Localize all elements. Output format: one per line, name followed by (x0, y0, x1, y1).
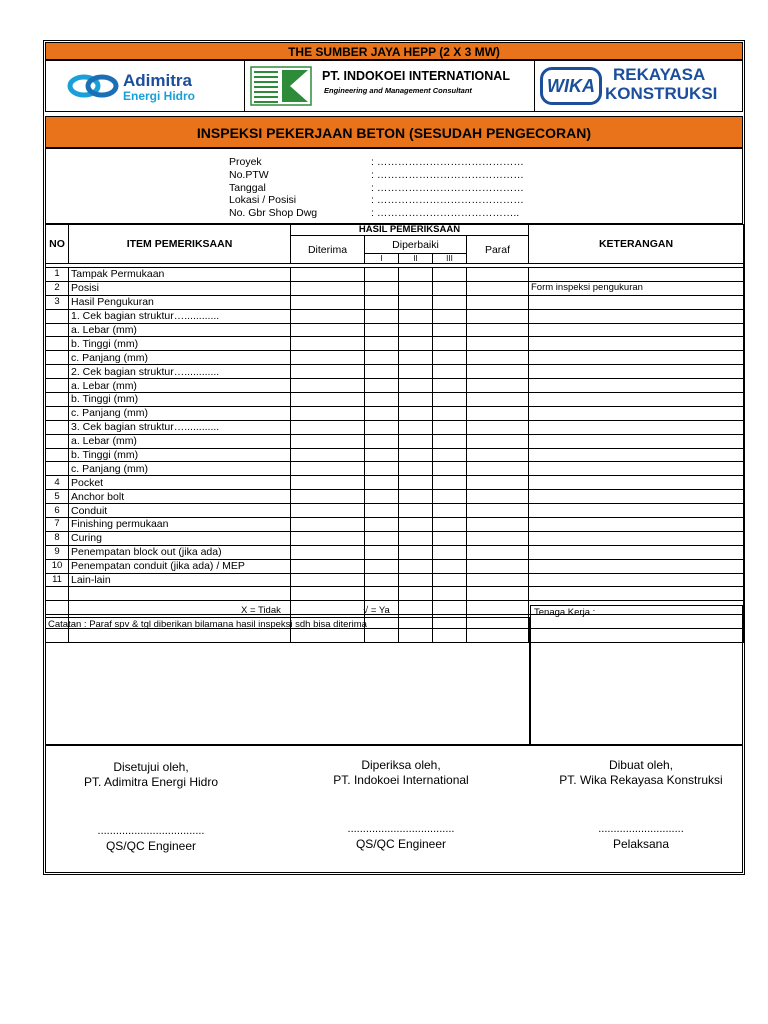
table-row (46, 281, 744, 295)
row-diterima[interactable] (291, 365, 365, 379)
row-item (69, 587, 291, 601)
row-diterima[interactable] (291, 309, 365, 323)
row-diperbaiki-ii[interactable] (399, 587, 433, 601)
col-item: ITEM PEMERIKSAAN (69, 225, 291, 264)
row-diperbaiki-i[interactable] (365, 504, 399, 518)
row-keterangan[interactable] (529, 490, 744, 504)
row-item: a. Lebar (mm) (69, 379, 291, 393)
row-diperbaiki-iii[interactable] (433, 545, 467, 559)
row-no: 8 (46, 531, 69, 545)
wika-line1: REKAYASA (613, 65, 706, 84)
meta-row: Lokasi / Posisi : …………………………………… (229, 194, 524, 206)
row-no (46, 365, 69, 379)
row-paraf[interactable] (467, 379, 529, 393)
row-diperbaiki-ii[interactable] (399, 573, 433, 587)
row-item: c. Panjang (mm) (69, 406, 291, 420)
row-no: 6 (46, 504, 69, 518)
row-diterima[interactable] (291, 295, 365, 309)
row-diperbaiki-iii[interactable] (433, 490, 467, 504)
legend (45, 605, 530, 617)
row-diperbaiki-ii[interactable] (399, 490, 433, 504)
table-row (46, 462, 744, 476)
row-diterima[interactable] (291, 337, 365, 351)
row-diperbaiki-i[interactable] (365, 351, 399, 365)
row-no (46, 448, 69, 462)
indokoei-logo (244, 61, 534, 111)
row-item: b. Tinggi (mm) (69, 337, 291, 351)
row-diperbaiki-iii[interactable] (433, 365, 467, 379)
row-diperbaiki-ii[interactable] (399, 518, 433, 532)
row-diterima[interactable] (291, 545, 365, 559)
table-row (46, 531, 744, 545)
meta-value[interactable]: : …………………………………… (371, 169, 524, 181)
row-diterima[interactable] (291, 406, 365, 420)
meta-row: No.PTW : …………………………………… (229, 169, 524, 181)
col-no: NO (46, 225, 69, 264)
row-item: Curing (69, 531, 291, 545)
row-diperbaiki-ii[interactable] (399, 323, 433, 337)
table-row (46, 559, 744, 573)
row-keterangan[interactable] (529, 559, 744, 573)
row-diperbaiki-iii[interactable] (433, 351, 467, 365)
form-title: INSPEKSI PEKERJAAN BETON (SESUDAH PENGECORAN) (45, 116, 743, 148)
row-item: Anchor bolt (69, 490, 291, 504)
row-diperbaiki-i[interactable] (365, 559, 399, 573)
row-paraf[interactable] (467, 295, 529, 309)
col-diperbaiki: Diperbaiki (365, 236, 467, 254)
row-diperbaiki-iii[interactable] (433, 573, 467, 587)
meta-value[interactable]: : …………………………………… (371, 156, 524, 168)
signature-approved: Disetujui oleh, PT. Adimitra Energi Hidro ................................... QS/QC Engineer (46, 760, 256, 854)
row-diperbaiki-ii[interactable] (399, 281, 433, 295)
row-diperbaiki-iii[interactable] (433, 462, 467, 476)
row-no (46, 434, 69, 448)
row-paraf[interactable] (467, 309, 529, 323)
row-diperbaiki-iii[interactable] (433, 406, 467, 420)
adimitra-subname: Energi Hidro (123, 89, 196, 103)
row-no (46, 337, 69, 351)
row-keterangan[interactable] (529, 518, 744, 532)
meta-row: No. Gbr Shop Dwg : ………………………………….. (229, 207, 520, 219)
row-keterangan[interactable]: Form inspeksi pengukuran (529, 281, 744, 295)
row-paraf[interactable] (467, 281, 529, 295)
row-diperbaiki-ii[interactable] (399, 379, 433, 393)
row-paraf[interactable] (467, 365, 529, 379)
adimitra-logo (46, 61, 245, 111)
row-diperbaiki-i[interactable] (365, 281, 399, 295)
meta-value[interactable]: : …………………………………… (371, 194, 524, 206)
table-header-row (46, 225, 744, 236)
row-keterangan[interactable] (529, 545, 744, 559)
table-row (46, 545, 744, 559)
signature-role: QS/QC Engineer (355, 837, 447, 851)
row-diterima[interactable] (291, 281, 365, 295)
row-diperbaiki-i[interactable] (365, 573, 399, 587)
row-keterangan[interactable] (529, 406, 744, 420)
row-no (46, 420, 69, 434)
row-item: Hasil Pengukuran (69, 295, 291, 309)
row-diperbaiki-iii[interactable] (433, 309, 467, 323)
row-diperbaiki-i[interactable] (365, 393, 399, 407)
catatan-box (45, 617, 530, 745)
signature-line[interactable]: ............................ (598, 823, 684, 835)
row-no: 11 (46, 573, 69, 587)
row-diperbaiki-ii[interactable] (399, 351, 433, 365)
table-row (46, 476, 744, 490)
table-row (46, 295, 744, 309)
row-keterangan[interactable] (529, 393, 744, 407)
row-diperbaiki-i[interactable] (365, 518, 399, 532)
row-no (46, 379, 69, 393)
row-diperbaiki-ii[interactable] (399, 462, 433, 476)
row-diperbaiki-ii[interactable] (399, 559, 433, 573)
table-row (46, 420, 744, 434)
table-row (46, 323, 744, 337)
row-diperbaiki-iii[interactable] (433, 420, 467, 434)
row-diperbaiki-iii[interactable] (433, 337, 467, 351)
row-item: 1. Cek bagian struktur…............ (69, 309, 291, 323)
row-keterangan[interactable] (529, 476, 744, 490)
row-diperbaiki-i[interactable] (365, 587, 399, 601)
meta-value[interactable]: : …………………………………… (371, 182, 524, 194)
row-paraf[interactable] (467, 490, 529, 504)
inspection-table (45, 224, 744, 643)
row-no (46, 351, 69, 365)
table-row (46, 379, 744, 393)
row-diperbaiki-ii[interactable] (399, 504, 433, 518)
row-diperbaiki-ii[interactable] (399, 434, 433, 448)
meta-box (45, 148, 743, 224)
row-item: b. Tinggi (mm) (69, 448, 291, 462)
row-diperbaiki-i[interactable] (365, 323, 399, 337)
row-paraf[interactable] (467, 504, 529, 518)
row-no: 5 (46, 490, 69, 504)
row-item: c. Panjang (mm) (69, 351, 291, 365)
row-paraf[interactable] (467, 337, 529, 351)
row-diperbaiki-ii[interactable] (399, 406, 433, 420)
legend-tidak: X = Tidak (241, 605, 281, 616)
row-paraf[interactable] (467, 434, 529, 448)
meta-row: Proyek : …………………………………… (229, 156, 524, 168)
col-diterima: Diterima (291, 236, 365, 264)
row-keterangan[interactable] (529, 309, 744, 323)
adimitra-swirl-icon (66, 71, 126, 101)
row-no (46, 406, 69, 420)
table-row (46, 406, 744, 420)
table-row (46, 309, 744, 323)
indokoei-tagline: Engineering and Management Consultant (324, 86, 472, 95)
table-row (46, 268, 744, 282)
col-hasil: HASIL PEMERIKSAAN (291, 225, 529, 236)
row-keterangan[interactable] (529, 434, 744, 448)
row-paraf[interactable] (467, 268, 529, 282)
row-paraf[interactable] (467, 559, 529, 573)
row-diperbaiki-iii[interactable] (433, 268, 467, 282)
row-diperbaiki-iii[interactable] (433, 504, 467, 518)
col-paraf: Paraf (467, 236, 529, 264)
meta-value[interactable]: : ………………………………….. (371, 207, 520, 219)
row-diperbaiki-ii[interactable] (399, 268, 433, 282)
row-diperbaiki-ii[interactable] (399, 531, 433, 545)
row-diterima[interactable] (291, 448, 365, 462)
row-diperbaiki-i[interactable] (365, 379, 399, 393)
signature-line[interactable]: ................................... (97, 825, 205, 837)
row-diperbaiki-i[interactable] (365, 268, 399, 282)
row-diperbaiki-i[interactable] (365, 337, 399, 351)
row-diperbaiki-i[interactable] (365, 476, 399, 490)
col-ii: II (399, 254, 433, 264)
row-no: 9 (46, 545, 69, 559)
row-item: a. Lebar (mm) (69, 323, 291, 337)
row-no (46, 323, 69, 337)
row-diperbaiki-i[interactable] (365, 531, 399, 545)
row-no: 10 (46, 559, 69, 573)
row-diperbaiki-ii[interactable] (399, 448, 433, 462)
row-diperbaiki-i[interactable] (365, 365, 399, 379)
row-item: a. Lebar (mm) (69, 434, 291, 448)
row-diperbaiki-iii[interactable] (433, 393, 467, 407)
row-diterima[interactable] (291, 393, 365, 407)
row-keterangan[interactable] (529, 379, 744, 393)
row-diperbaiki-iii[interactable] (433, 448, 467, 462)
table-row (46, 337, 744, 351)
row-diperbaiki-iii[interactable] (433, 518, 467, 532)
row-no: 3 (46, 295, 69, 309)
row-diperbaiki-iii[interactable] (433, 379, 467, 393)
row-item: 2. Cek bagian struktur…............ (69, 365, 291, 379)
row-diperbaiki-iii[interactable] (433, 295, 467, 309)
tenaga-kerja-box (530, 605, 743, 745)
row-paraf[interactable] (467, 573, 529, 587)
catatan-text: Catatan : Paraf spv & tgl diberikan bilamana hasil inspeksi sdh bisa diterima (48, 619, 367, 630)
row-item: 3. Cek bagian struktur…............ (69, 420, 291, 434)
col-iii: III (433, 254, 467, 264)
row-diperbaiki-i[interactable] (365, 448, 399, 462)
row-diperbaiki-iii[interactable] (433, 281, 467, 295)
row-diterima[interactable] (291, 420, 365, 434)
row-keterangan[interactable] (529, 420, 744, 434)
row-keterangan[interactable] (529, 504, 744, 518)
row-item: Pocket (69, 476, 291, 490)
row-diperbaiki-i[interactable] (365, 434, 399, 448)
table-row (46, 351, 744, 365)
row-diterima[interactable] (291, 518, 365, 532)
row-item: b. Tinggi (mm) (69, 393, 291, 407)
row-diperbaiki-ii[interactable] (399, 545, 433, 559)
row-diterima[interactable] (291, 573, 365, 587)
row-no: 7 (46, 518, 69, 532)
col-keterangan: KETERANGAN (529, 225, 744, 264)
row-no: 4 (46, 476, 69, 490)
indokoei-name: PT. INDOKOEI INTERNATIONAL (322, 69, 510, 83)
row-no (46, 587, 69, 601)
row-diperbaiki-i[interactable] (365, 490, 399, 504)
adimitra-name: Adimitra (123, 71, 192, 90)
signature-role: Pelaksana (612, 837, 670, 851)
row-diterima[interactable] (291, 323, 365, 337)
row-keterangan[interactable] (529, 351, 744, 365)
row-no (46, 462, 69, 476)
row-paraf[interactable] (467, 420, 529, 434)
row-item: Conduit (69, 504, 291, 518)
row-diterima[interactable] (291, 379, 365, 393)
row-keterangan[interactable] (529, 323, 744, 337)
row-paraf[interactable] (467, 518, 529, 532)
row-keterangan[interactable] (529, 295, 744, 309)
row-diperbaiki-i[interactable] (365, 295, 399, 309)
table-row (46, 393, 744, 407)
row-paraf[interactable] (467, 448, 529, 462)
table-row (46, 518, 744, 532)
row-paraf[interactable] (467, 587, 529, 601)
row-diterima[interactable] (291, 462, 365, 476)
row-diperbaiki-ii[interactable] (399, 309, 433, 323)
row-item: Finishing permukaan (69, 518, 291, 532)
wika-badge: WIKA (540, 67, 602, 105)
row-paraf[interactable] (467, 351, 529, 365)
row-diterima[interactable] (291, 351, 365, 365)
logo-strip (45, 60, 743, 112)
row-keterangan[interactable] (529, 448, 744, 462)
row-item: Penempatan block out (jika ada) (69, 545, 291, 559)
meta-row: Tanggal : …………………………………… (229, 182, 524, 194)
table-row (46, 434, 744, 448)
row-keterangan[interactable] (529, 462, 744, 476)
table-row (46, 573, 744, 587)
row-paraf[interactable] (467, 476, 529, 490)
row-diperbaiki-i[interactable] (365, 545, 399, 559)
row-paraf[interactable] (467, 393, 529, 407)
legend-ya: √ = Ya (363, 605, 390, 616)
col-i: I (365, 254, 399, 264)
signature-line[interactable]: ................................... (347, 823, 455, 835)
row-diterima[interactable] (291, 476, 365, 490)
row-diterima[interactable] (291, 504, 365, 518)
row-keterangan[interactable] (529, 337, 744, 351)
indokoei-emblem-icon (250, 66, 312, 106)
row-item: c. Panjang (mm) (69, 462, 291, 476)
signature-role: QS/QC Engineer (105, 839, 197, 853)
row-no (46, 393, 69, 407)
signature-area (45, 745, 743, 873)
row-keterangan[interactable] (529, 365, 744, 379)
row-diperbaiki-ii[interactable] (399, 365, 433, 379)
row-diperbaiki-ii[interactable] (399, 337, 433, 351)
row-diperbaiki-iii[interactable] (433, 531, 467, 545)
row-diterima[interactable] (291, 531, 365, 545)
signature-made: Dibuat oleh, PT. Wika Rekayasa Konstruksi ............................ Pelaksana (541, 758, 741, 852)
row-keterangan[interactable] (529, 573, 744, 587)
project-title: THE SUMBER JAYA HEPP (2 X 3 MW) (45, 42, 743, 60)
row-paraf[interactable] (467, 545, 529, 559)
table-row (46, 448, 744, 462)
row-keterangan[interactable] (529, 268, 744, 282)
row-diperbaiki-ii[interactable] (399, 295, 433, 309)
row-diterima[interactable] (291, 490, 365, 504)
row-paraf[interactable] (467, 406, 529, 420)
row-diperbaiki-ii[interactable] (399, 393, 433, 407)
wika-line2: KONSTRUKSI (605, 84, 718, 103)
row-diterima[interactable] (291, 268, 365, 282)
row-diterima[interactable] (291, 559, 365, 573)
row-diperbaiki-i[interactable] (365, 420, 399, 434)
row-diperbaiki-i[interactable] (365, 309, 399, 323)
table-row (46, 587, 744, 601)
row-diperbaiki-iii[interactable] (433, 476, 467, 490)
signature-checked: Diperiksa oleh, PT. Indokoei International ................................... QS/QC Engineer (296, 758, 506, 852)
row-diperbaiki-i[interactable] (365, 462, 399, 476)
row-keterangan[interactable] (529, 531, 744, 545)
tenaga-kerja-label: Tenaga Kerja : (534, 607, 596, 618)
row-item: Posisi (69, 281, 291, 295)
row-no (46, 309, 69, 323)
row-paraf[interactable] (467, 323, 529, 337)
row-item: Lain-lain (69, 573, 291, 587)
row-paraf[interactable] (467, 462, 529, 476)
row-keterangan[interactable] (529, 587, 744, 601)
row-item: Tampak Permukaan (69, 268, 291, 282)
row-diperbaiki-ii[interactable] (399, 476, 433, 490)
row-paraf[interactable] (467, 531, 529, 545)
row-diterima[interactable] (291, 587, 365, 601)
table-row (46, 504, 744, 518)
table-row (46, 365, 744, 379)
row-diperbaiki-i[interactable] (365, 406, 399, 420)
row-diperbaiki-iii[interactable] (433, 323, 467, 337)
row-diperbaiki-iii[interactable] (433, 559, 467, 573)
row-diperbaiki-ii[interactable] (399, 420, 433, 434)
row-diperbaiki-iii[interactable] (433, 587, 467, 601)
row-diterima[interactable] (291, 434, 365, 448)
row-no: 2 (46, 281, 69, 295)
wika-logo (534, 61, 743, 111)
row-no: 1 (46, 268, 69, 282)
row-item: Penempatan conduit (jika ada) / MEP (69, 559, 291, 573)
table-row (46, 490, 744, 504)
row-diperbaiki-iii[interactable] (433, 434, 467, 448)
